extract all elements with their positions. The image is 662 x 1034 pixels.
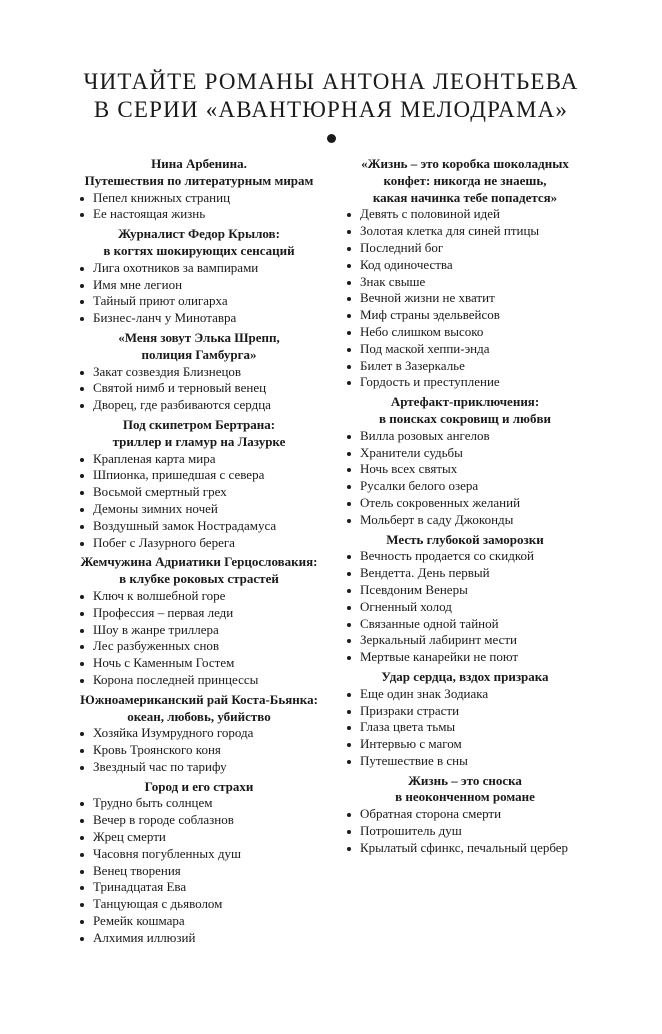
book-list-item: Побег с Лазурного берега: [78, 535, 320, 552]
book-list-item: Воздушный замок Нострадамуса: [78, 518, 320, 535]
book-list: [78, 588, 320, 689]
series-heading-line: в поисках сокровищ и любви: [379, 410, 551, 426]
series-section: [78, 417, 320, 551]
series-heading-line: в неоконченном романе: [395, 789, 535, 805]
book-list-item: Пепел книжных страниц: [78, 190, 320, 207]
series-heading-line: какая начинка тебе попадется»: [372, 189, 558, 205]
book-list-item: Святой нимб и терновый венец: [78, 380, 320, 397]
book-list-item: Отель сокровенных желаний: [345, 495, 585, 512]
book-list-item: Мертвые канарейки не поют: [345, 649, 585, 666]
book-list-item: Последний бог: [345, 240, 585, 257]
book-list-item: Хранители судьбы: [345, 445, 585, 462]
book-list-item: Код одиночества: [345, 257, 585, 274]
book-list-item: Шоу в жанре триллера: [78, 622, 320, 639]
book-list-item: Крапленая карта мира: [78, 451, 320, 468]
book-list: [78, 190, 320, 224]
page-title: [0, 68, 662, 124]
book-list-item: Зеркальный лабиринт мести: [345, 632, 585, 649]
book-list-item: Трудно быть солнцем: [78, 795, 320, 812]
book-list: [78, 725, 320, 775]
book-list: [78, 364, 320, 414]
book-list: [78, 451, 320, 552]
book-list-item: Бизнес-ланч у Минотавра: [78, 310, 320, 327]
series-heading-line: Нина Арбенина.: [151, 156, 247, 171]
series-heading: [78, 226, 320, 260]
book-list: [345, 548, 585, 666]
book-list-item: Небо слишком высоко: [345, 324, 585, 341]
book-list-item: Вечность продается со скидкой: [345, 548, 585, 565]
book-list-item: Кровь Троянского коня: [78, 742, 320, 759]
book-list-item: Венец творения: [78, 863, 320, 880]
book-list-item: Обратная сторона смерти: [345, 806, 585, 823]
series-heading: [345, 532, 585, 549]
series-section: [78, 330, 320, 414]
series-section: [345, 532, 585, 666]
book-list-item: Закат созвездия Близнецов: [78, 364, 320, 381]
series-heading: [78, 156, 320, 190]
series-section: [345, 669, 585, 770]
book-list-item: Вечер в городе соблазнов: [78, 812, 320, 829]
series-heading-line: Город и его страхи: [144, 778, 254, 794]
book-list-item: Дворец, где разбиваются сердца: [78, 397, 320, 414]
book-list-item: Билет в Зазеркалье: [345, 358, 585, 375]
book-list: [345, 806, 585, 856]
book-list-item: Шпионка, пришедшая с севера: [78, 467, 320, 484]
series-section: [345, 394, 585, 528]
book-list-item: Миф страны эдельвейсов: [345, 307, 585, 324]
book-list-item: Интервью с магом: [345, 736, 585, 753]
book-list-item: Знак свыше: [345, 274, 585, 291]
series-section: [78, 554, 320, 688]
book-list-item: Огненный холод: [345, 599, 585, 616]
series-section: [345, 156, 585, 391]
book-list-item: Часовня погубленных душ: [78, 846, 320, 863]
series-section: [78, 156, 320, 223]
series-heading-line: Журналист Федор Крылов:: [118, 226, 280, 242]
series-heading: [345, 669, 585, 686]
book-list-item: Корона последней принцессы: [78, 672, 320, 689]
series-heading-line: «Меня зовут Элька Шрепп,: [118, 329, 280, 345]
book-list: [345, 206, 585, 391]
book-list: [78, 795, 320, 946]
book-list-item: Ночь с Каменным Гостем: [78, 655, 320, 672]
series-heading: [78, 779, 320, 796]
series-heading-line: Удар сердца, вздох призрака: [381, 668, 549, 684]
series-heading: [78, 330, 320, 364]
book-list-item: Девять с половиной идей: [345, 206, 585, 223]
page-title-line-1: ЧИТАЙТЕ РОМАНЫ АНТОНА ЛЕОНТЬЕВА: [83, 69, 579, 94]
series-heading: [78, 692, 320, 726]
book-list-item: Демоны зимних ночей: [78, 501, 320, 518]
book-list-item: Глаза цвета тьмы: [345, 719, 585, 736]
book-list-item: Псевдоним Венеры: [345, 582, 585, 599]
book-list-item: Алхимия иллюзий: [78, 930, 320, 947]
series-heading-line: Месть глубокой заморозки: [386, 531, 544, 547]
book-list-item: Потрошитель душ: [345, 823, 585, 840]
series-heading-line: Жемчужина Адриатики Герцословакия:: [80, 554, 318, 570]
book-list-item: Тринадцатая Ева: [78, 879, 320, 896]
book-list-item: Вилла розовых ангелов: [345, 428, 585, 445]
book-list-item: Вечной жизни не хватит: [345, 290, 585, 307]
book-list-item: Под маской хеппи-энда: [345, 341, 585, 358]
series-heading-line: Жизнь – это сноска: [408, 772, 522, 788]
book-list-item: Связанные одной тайной: [345, 616, 585, 633]
book-list-item: Золотая клетка для синей птицы: [345, 223, 585, 240]
book-list-item: Путешествие в сны: [345, 753, 585, 770]
series-heading: [78, 417, 320, 451]
book-list: [345, 686, 585, 770]
series-heading: [78, 554, 320, 588]
book-list-item: Призраки страсти: [345, 703, 585, 720]
book-list-item: Гордость и преступление: [345, 374, 585, 391]
series-section: [345, 773, 585, 857]
series-heading-line: океан, любовь, убийство: [127, 708, 271, 724]
book-list-item: Вендетта. День первый: [345, 565, 585, 582]
book-list: [345, 428, 585, 529]
series-section: [78, 779, 320, 947]
series-heading: [345, 156, 585, 206]
series-section: [78, 692, 320, 776]
series-heading-line: Под скипетром Бертрана:: [122, 416, 276, 432]
book-list-item: Восьмой смертный грех: [78, 484, 320, 501]
book-list-item: Звездный час по тарифу: [78, 759, 320, 776]
series-heading-line: конфет: никогда не знаешь,: [383, 172, 547, 188]
series-section: [78, 226, 320, 327]
book-list-item: Жрец смерти: [78, 829, 320, 846]
book-list-item: Русалки белого озера: [345, 478, 585, 495]
book-list-item: Профессия – первая леди: [78, 605, 320, 622]
book-list-item: Лига охотников за вампирами: [78, 260, 320, 277]
book-list-item: Ключ к волшебной горе: [78, 588, 320, 605]
series-heading-line: в когтях шокирующих сенсаций: [103, 242, 295, 258]
book-list-item: Еще один знак Зодиака: [345, 686, 585, 703]
book-list-item: Ее настоящая жизнь: [78, 206, 320, 223]
separator-dot-icon: [327, 134, 336, 143]
right-column: [345, 156, 585, 857]
series-heading-line: Артефакт-приключения:: [390, 394, 540, 410]
series-heading-line: «Жизнь – это коробка шоколадных: [361, 156, 569, 171]
book-list-item: Лес разбуженных снов: [78, 638, 320, 655]
series-heading-line: Южноамериканский рай Коста-Бьянка:: [80, 691, 318, 707]
book-list: [78, 260, 320, 327]
book-list-item: Мольберт в саду Джоконды: [345, 512, 585, 529]
book-list-item: Крылатый сфинкс, печальный цербер: [345, 840, 585, 857]
book-list-item: Ночь всех святых: [345, 461, 585, 478]
page-title-line-2: В СЕРИИ «АВАНТЮРНАЯ МЕЛОДРАМА»: [93, 97, 569, 122]
book-list-item: Имя мне легион: [78, 277, 320, 294]
book-list-item: Тайный приют олигарха: [78, 293, 320, 310]
series-heading-line: полиция Гамбурга»: [141, 346, 257, 362]
book-list-item: Ремейк кошмара: [78, 913, 320, 930]
book-list-item: Хозяйка Изумрудного города: [78, 725, 320, 742]
series-heading-line: в клубке роковых страстей: [119, 571, 279, 587]
series-heading: [345, 773, 585, 807]
book-list-item: Танцующая с дьяволом: [78, 896, 320, 913]
series-heading-line: Путешествия по литературным мирам: [84, 172, 314, 188]
series-heading-line: триллер и гламур на Лазурке: [112, 433, 286, 449]
series-heading: [345, 394, 585, 428]
left-column: [78, 156, 320, 947]
